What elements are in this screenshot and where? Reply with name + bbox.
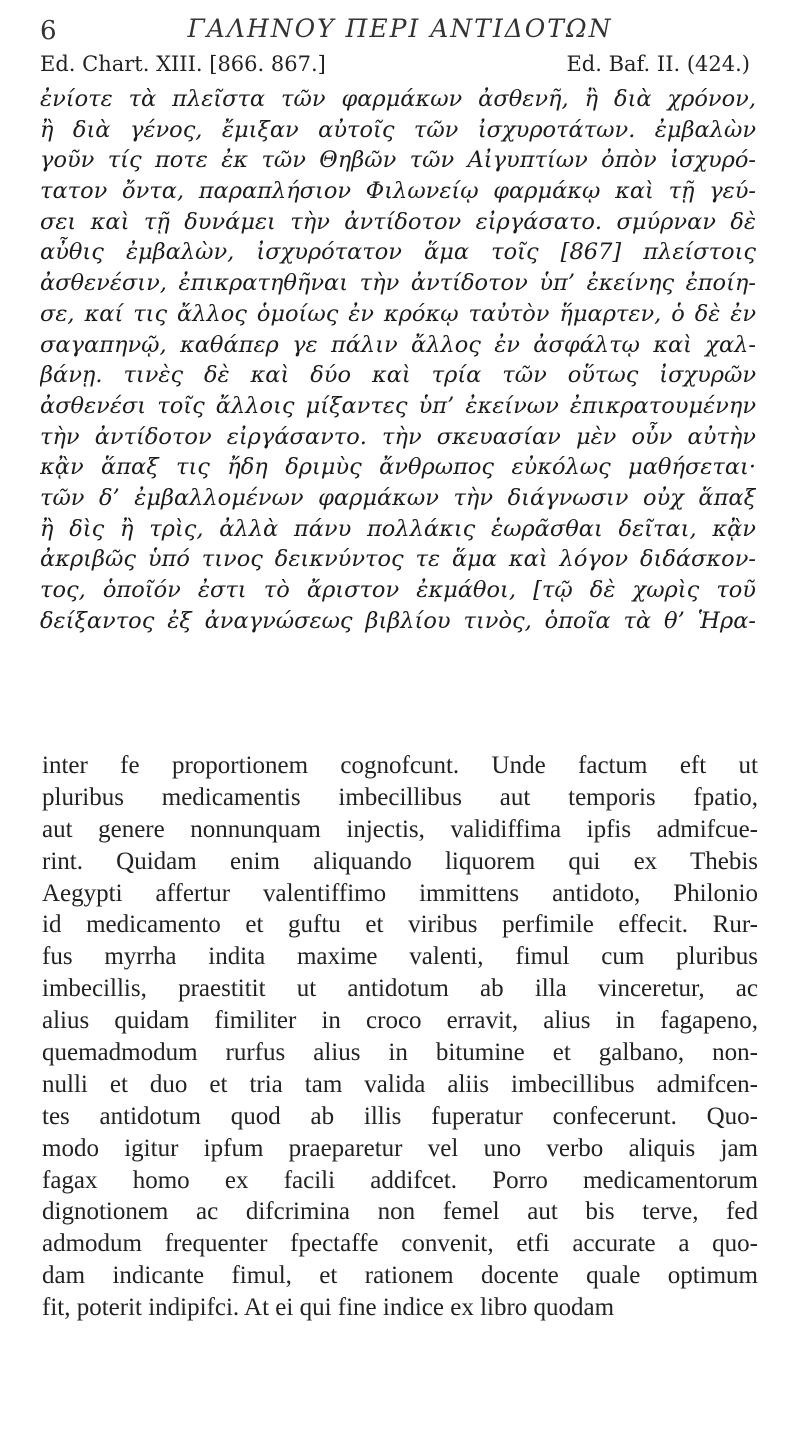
latin-line: nulli et duo et tria tam valida aliis imbecillibus admifcen- — [42, 1070, 758, 1098]
latin-line: tes antidotum quod ab illis fuperatur confecerunt. Quo- — [42, 1102, 758, 1130]
greek-line: δείξαντος ἐξ ἀναγνώσεως βιβλίου τινὸς, ὁποῖα τὰ θ’ Ἡρα- — [40, 607, 756, 634]
greek-line: σαγαπηνῷ, καθάπερ γε πάλιν ἄλλος ἐν ἀσφάλτῳ καὶ χαλ- — [40, 331, 756, 358]
greek-line: ἀσθενέσιν, ἐπικρατηθῆναι τὴν ἀντίδοτον ὑπ’ ἐκείνης ἐποίη- — [40, 270, 756, 297]
latin-line: fit, poterit indipifci. At ei qui fine indice ex libro quodam — [42, 1294, 615, 1322]
greek-line: σει καὶ τῇ δυνάμει τὴν ἀντίδοτον εἰργάσατο. σμύρναν δὲ — [40, 208, 756, 235]
greek-line: βάνῃ. τινὲς δὲ καὶ δύο καὶ τρία τῶν οὕτως ἰσχυρῶν — [40, 362, 756, 389]
edition-references — [40, 52, 760, 82]
greek-line: γοῦν τίς ποτε ἐκ τῶν Θηβῶν τῶν Αἰγυπτίων ὀπὸν ἰσχυρό- — [40, 147, 756, 174]
latin-line: inter fe proportionem cognofcunt. Unde factum eft ut — [42, 752, 758, 779]
latin-line: pluribus medicamentis imbecillibus aut temporis fpatio, — [42, 783, 758, 811]
latin-line: quemadmodum rurfus alius in bitumine et galbano, non- — [42, 1039, 758, 1067]
latin-line: fagax homo ex facili addifcet. Porro medicamentorum — [42, 1166, 758, 1194]
greek-line: ἢ δὶς ἢ τρὶς, ἀλλὰ πάνυ πολλάκις ἑωρᾶσθαι δεῖται, κᾂν — [40, 515, 756, 542]
greek-line: αὖθις ἐμβαλὼν, ἰσχυρότατον ἅμα τοῖς [867] πλείστοις — [40, 239, 756, 266]
latin-line: aut genere nonnunquam injectis, validiffima ipfis admifcue- — [42, 815, 758, 843]
greek-line: ἀκριβῶς ὑπό τινος δεικνύντος τε ἅμα καὶ λόγον διδάσκον- — [40, 546, 756, 573]
basel-edition-ref: Ed. Baf. II. (424.) — [566, 52, 750, 76]
greek-line: τατον ὄντα, παραπλήσιον Φιλωνείῳ φαρμάκῳ καὶ τῇ γεύ- — [40, 178, 756, 205]
latin-line: Aegypti affertur valentiffimo immittens antidoto, Philonio — [42, 879, 758, 907]
greek-line: ἀσθενέσι τοῖς ἄλλοις μίξαντες ὑπ’ ἐκείνων ἐπικρατουμένην — [40, 392, 756, 419]
page-number: 6 — [40, 16, 57, 46]
greek-line: σε, καί τις ἄλλος ὁμοίως ἐν κρόκῳ ταὐτὸν ἥμαρτεν, ὁ δὲ ἐν — [40, 300, 756, 327]
latin-line: rint. Quidam enim aliquando liquorem qui ex Thebis — [42, 847, 758, 875]
greek-line: τῶν δ’ ἐμβαλλομένων φαρμάκων τὴν διάγνωσιν οὐχ ἅπαξ — [40, 484, 756, 511]
latin-line: dam indicante fimul, et rationem docente quale optimum — [42, 1262, 758, 1290]
greek-line: ἐνίοτε τὰ πλεῖστα τῶν φαρμάκων ἀσθενῆ, ἢ διὰ χρόνον, — [40, 86, 756, 112]
latin-line: modo igitur ipfum praeparetur vel uno verbo aliquis jam — [42, 1134, 758, 1162]
running-title: ΓΑΛΗΝΟΥ ΠΕΡΙ ΑΝΤΙΔΟΤΩΝ — [187, 14, 613, 43]
greek-line: κᾂν ἅπαξ τις ἤδη δριμὺς ἄνθρωπος εὐκόλως μαθήσεται· — [40, 454, 756, 481]
latin-line: admodum frequenter fpectaffe convenit, etfi accurate a quo- — [42, 1230, 758, 1258]
latin-line: imbecillis, praestitit ut antidotum ab illa vinceretur, ac — [42, 975, 758, 1003]
chartier-edition-ref: Ed. Chart. XIII. [866. 867.] — [40, 52, 326, 76]
latin-text-block — [42, 750, 758, 1324]
greek-line: τὴν ἀντίδοτον εἰργάσαντο. τὴν σκευασίαν μὲν οὖν αὐτὴν — [40, 423, 756, 450]
latin-line: dignotionem ac difcrimina non femel aut bis terve, fed — [42, 1198, 758, 1226]
greek-line: τος, ὁποῖόν ἐστι τὸ ἄριστον ἐκμάθοι, [τῷ δὲ χωρὶς τοῦ — [40, 577, 756, 603]
greek-line: ἢ διὰ γένος, ἔμιξαν αὐτοῖς τῶν ἰσχυροτάτων. ἐμβαλὼν — [40, 116, 756, 143]
latin-line: id medicamento et guftu et viribus perfimile effecit. Rur- — [42, 911, 758, 939]
latin-line: alius quidam fimiliter in croco erravit, alius in fagapeno, — [42, 1007, 758, 1035]
latin-line: fus myrrha indita maxime valenti, fimul cum pluribus — [42, 943, 758, 971]
greek-text-block — [40, 84, 756, 636]
page-header — [40, 12, 760, 48]
